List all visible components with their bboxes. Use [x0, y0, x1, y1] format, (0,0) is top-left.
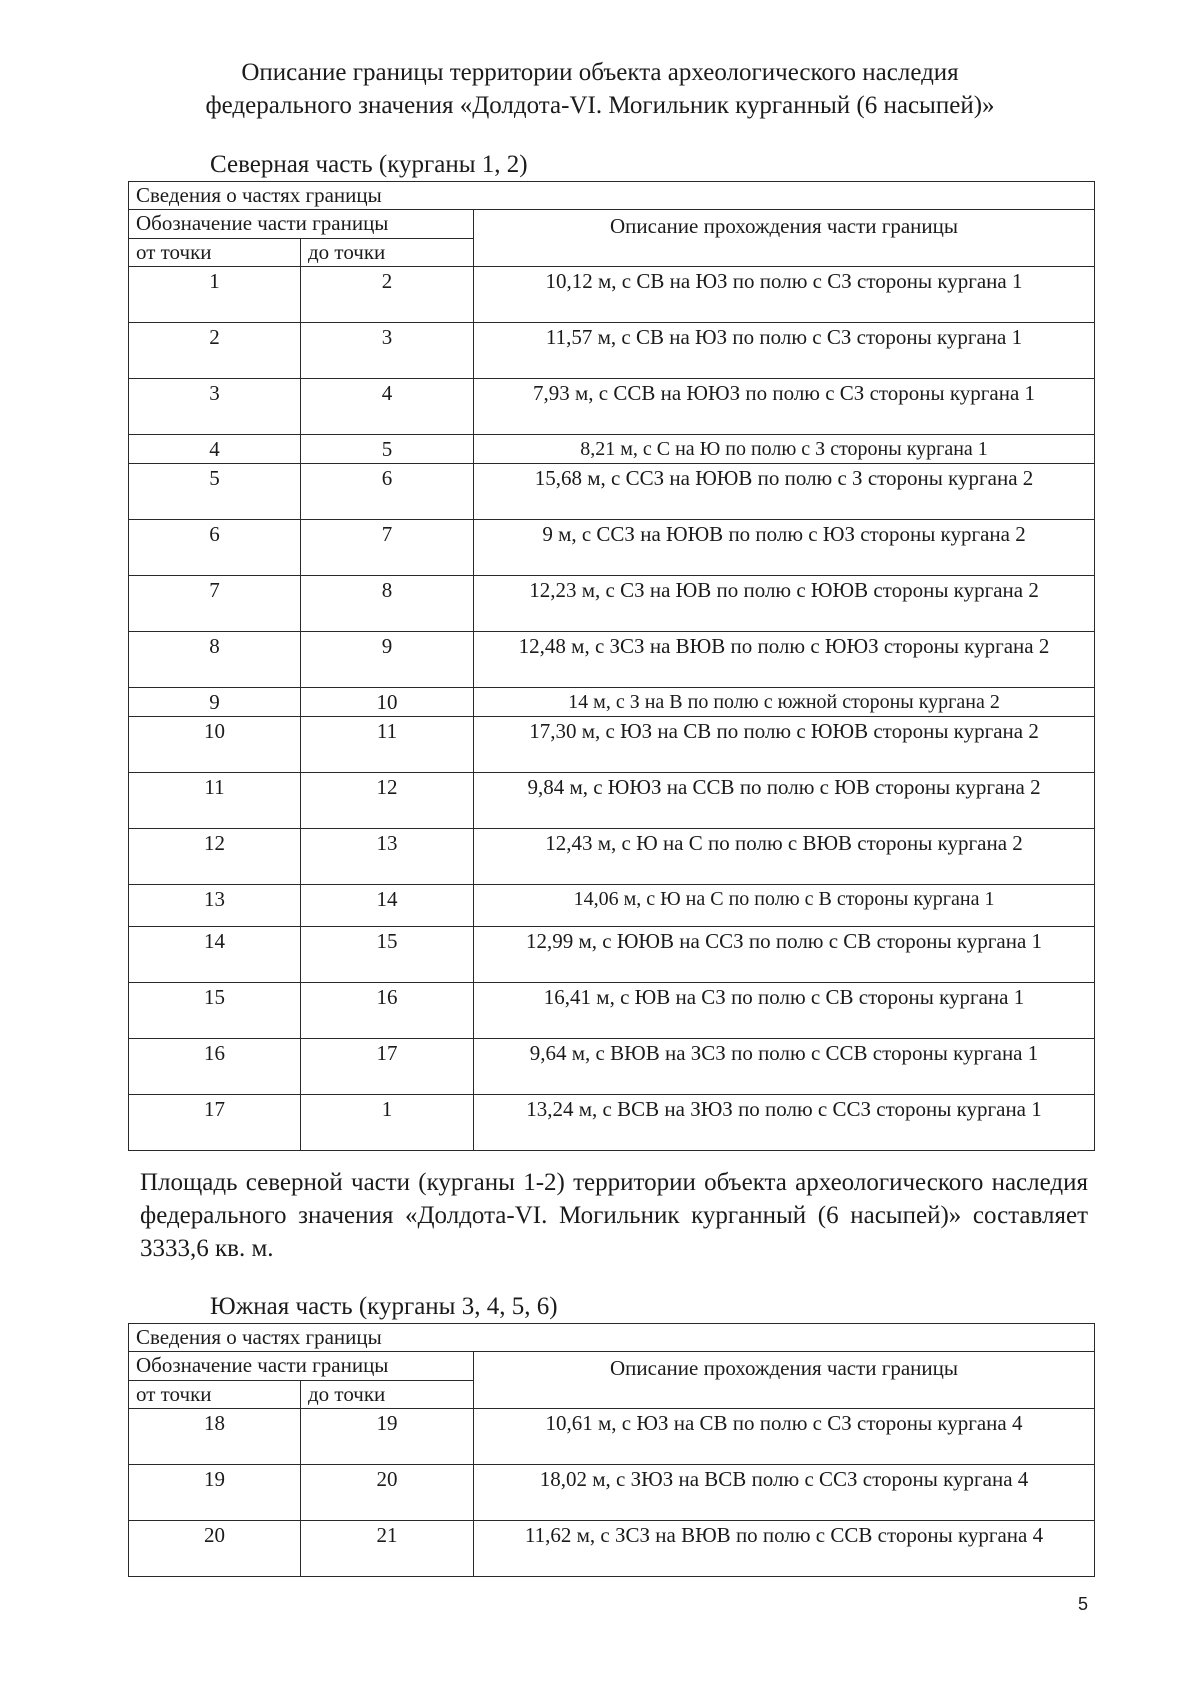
to-point: 15	[301, 927, 474, 983]
segment-description: 12,99 м, с ЮЮВ на ССЗ по полю с СВ стороны кургана 1	[474, 927, 1095, 983]
to-point: 4	[301, 379, 474, 435]
table-row	[129, 1409, 1095, 1465]
table-row	[129, 576, 1095, 632]
segment-description: 9,64 м, с ВЮВ на ЗСЗ по полю с ССВ стороны кургана 1	[474, 1039, 1095, 1095]
from-point: 14	[129, 927, 301, 983]
table-row	[129, 1465, 1095, 1521]
from-point: 2	[129, 323, 301, 379]
table-row	[129, 829, 1095, 885]
table-row	[129, 983, 1095, 1039]
to-point: 13	[301, 829, 474, 885]
designation-header: Обозначение части границы	[129, 1352, 474, 1381]
south-boundary-table	[128, 1323, 1095, 1577]
title-line-2: федерального значения «Долдота-VI. Могильник курганный (6 насыпей)»	[205, 92, 995, 119]
segment-description: 12,43 м, с Ю на С по полю с ВЮВ стороны кургана 2	[474, 829, 1095, 885]
segment-description: 16,41 м, с ЮВ на СЗ по полю с СВ стороны кургана 1	[474, 983, 1095, 1039]
segment-description: 14 м, с З на В по полю с южной стороны кургана 2	[474, 688, 1095, 717]
title-line-1: Описание границы территории объекта археологического наследия	[241, 59, 959, 86]
table-caption: Сведения о частях границы	[129, 182, 1095, 210]
to-point: 7	[301, 520, 474, 576]
segment-description: 12,23 м, с СЗ на ЮВ по полю с ЮЮВ стороны кургана 2	[474, 576, 1095, 632]
segment-description: 13,24 м, с ВСВ на ЗЮЗ по полю с ССЗ стороны кургана 1	[474, 1095, 1095, 1151]
from-point: 7	[129, 576, 301, 632]
to-point: 8	[301, 576, 474, 632]
to-point: 6	[301, 464, 474, 520]
from-point: 4	[129, 435, 301, 464]
segment-description: 17,30 м, с ЮЗ на СВ по полю с ЮЮВ стороны кургана 2	[474, 717, 1095, 773]
from-point: 10	[129, 717, 301, 773]
to-point: 20	[301, 1465, 474, 1521]
table-row	[129, 267, 1095, 323]
south-section-heading: Южная часть (курганы 3, 4, 5, 6)	[210, 1293, 558, 1320]
from-point: 11	[129, 773, 301, 829]
north-section-heading: Северная часть (курганы 1, 2)	[210, 151, 528, 178]
table-row	[129, 885, 1095, 927]
to-point: 19	[301, 1409, 474, 1465]
segment-description: 10,12 м, с СВ на ЮЗ по полю с СЗ стороны кургана 1	[474, 267, 1095, 323]
from-point: 15	[129, 983, 301, 1039]
segment-description: 15,68 м, с ССЗ на ЮЮВ по полю с З стороны кургана 2	[474, 464, 1095, 520]
from-point: 3	[129, 379, 301, 435]
designation-header: Обозначение части границы	[129, 210, 474, 239]
from-point: 1	[129, 267, 301, 323]
from-point-header: от точки	[129, 239, 301, 267]
to-point: 21	[301, 1521, 474, 1577]
from-point: 8	[129, 632, 301, 688]
table-row	[129, 688, 1095, 717]
table-row	[129, 927, 1095, 983]
table-row	[129, 464, 1095, 520]
north-area-paragraph: Площадь северной части (курганы 1-2) территории объекта археологического наследия федерального значения «Долдота-VI. Могильник курганный (6 насыпей)» составляет 3333,6 кв. м.	[140, 1169, 1088, 1262]
document-title	[120, 56, 1080, 122]
description-header: Описание прохождения части границы	[474, 210, 1095, 267]
to-point: 1	[301, 1095, 474, 1151]
to-point: 2	[301, 267, 474, 323]
table-row	[129, 632, 1095, 688]
segment-description: 11,57 м, с СВ на ЮЗ по полю с СЗ стороны кургана 1	[474, 323, 1095, 379]
segment-description: 11,62 м, с ЗСЗ на ВЮВ по полю с ССВ стороны кургана 4	[474, 1521, 1095, 1577]
segment-description: 18,02 м, с ЗЮЗ на ВСВ полю с ССЗ стороны кургана 4	[474, 1465, 1095, 1521]
segment-description: 12,48 м, с ЗСЗ на ВЮВ по полю с ЮЮЗ стороны кургана 2	[474, 632, 1095, 688]
from-point: 16	[129, 1039, 301, 1095]
to-point: 9	[301, 632, 474, 688]
segment-description: 7,93 м, с ССВ на ЮЮЗ по полю с СЗ стороны кургана 1	[474, 379, 1095, 435]
to-point: 14	[301, 885, 474, 927]
to-point: 3	[301, 323, 474, 379]
to-point: 17	[301, 1039, 474, 1095]
table-row	[129, 520, 1095, 576]
from-point: 18	[129, 1409, 301, 1465]
from-point: 9	[129, 688, 301, 717]
table-row	[129, 773, 1095, 829]
table-row	[129, 1095, 1095, 1151]
to-point-header: до точки	[301, 239, 474, 267]
to-point: 5	[301, 435, 474, 464]
from-point: 12	[129, 829, 301, 885]
segment-description: 9 м, с ССЗ на ЮЮВ по полю с ЮЗ стороны кургана 2	[474, 520, 1095, 576]
segment-description: 14,06 м, с Ю на С по полю с В стороны кургана 1	[474, 885, 1095, 927]
to-point: 10	[301, 688, 474, 717]
to-point-header: до точки	[301, 1381, 474, 1409]
table-caption: Сведения о частях границы	[129, 1324, 1095, 1352]
table-row	[129, 435, 1095, 464]
segment-description: 8,21 м, с С на Ю по полю с З стороны кургана 1	[474, 435, 1095, 464]
table-row	[129, 717, 1095, 773]
north-boundary-table	[128, 181, 1095, 1151]
table-row	[129, 1521, 1095, 1577]
from-point: 13	[129, 885, 301, 927]
from-point: 6	[129, 520, 301, 576]
from-point-header: от точки	[129, 1381, 301, 1409]
page-number: 5	[1077, 1594, 1088, 1614]
from-point: 20	[129, 1521, 301, 1577]
from-point: 19	[129, 1465, 301, 1521]
segment-description: 9,84 м, с ЮЮЗ на ССВ по полю с ЮВ стороны кургана 2	[474, 773, 1095, 829]
table-row	[129, 379, 1095, 435]
to-point: 11	[301, 717, 474, 773]
to-point: 16	[301, 983, 474, 1039]
to-point: 12	[301, 773, 474, 829]
segment-description: 10,61 м, с ЮЗ на СВ по полю с СЗ стороны кургана 4	[474, 1409, 1095, 1465]
table-row	[129, 1039, 1095, 1095]
description-header: Описание прохождения части границы	[474, 1352, 1095, 1409]
table-row	[129, 323, 1095, 379]
from-point: 17	[129, 1095, 301, 1151]
from-point: 5	[129, 464, 301, 520]
